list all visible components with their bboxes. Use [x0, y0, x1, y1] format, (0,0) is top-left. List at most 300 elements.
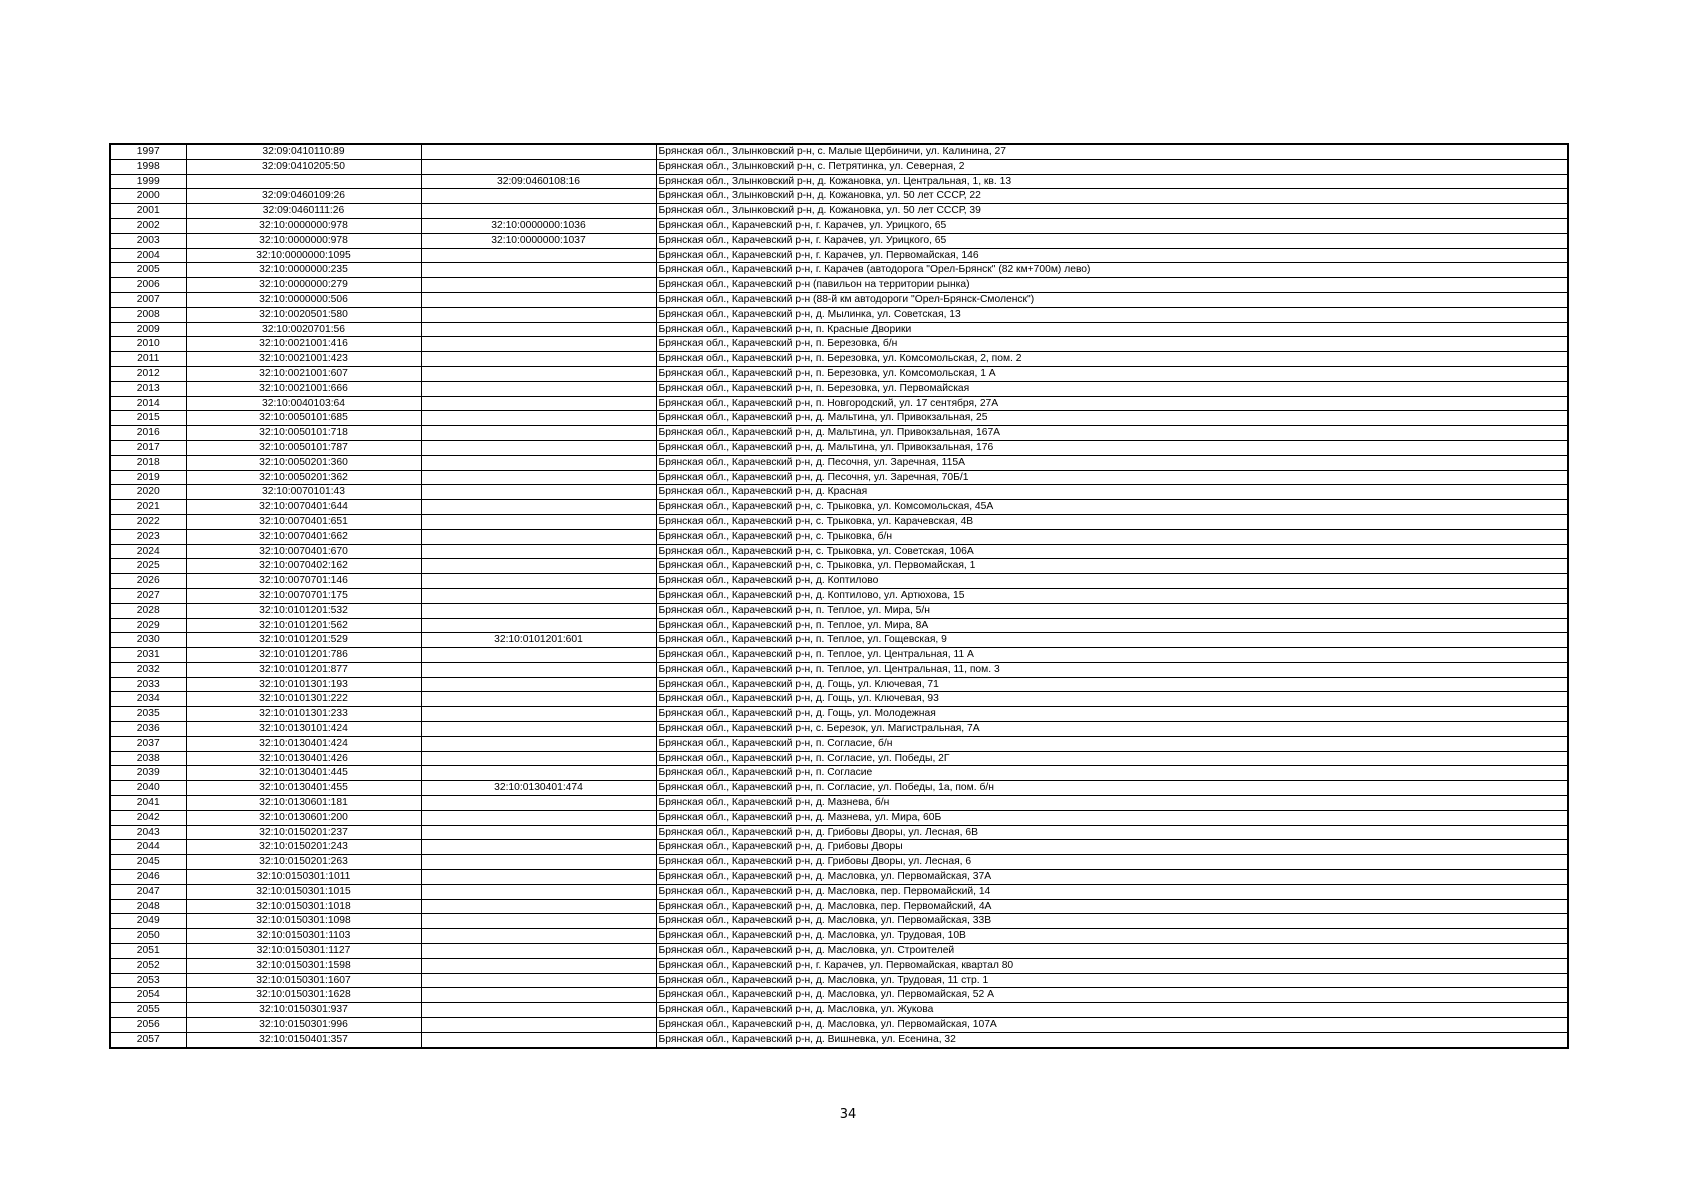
linked-cadastral-number-cell [421, 426, 656, 441]
table-row [110, 603, 1568, 618]
table-row [110, 751, 1568, 766]
linked-cadastral-number-cell [421, 722, 656, 737]
table-row [110, 973, 1568, 988]
row-number-cell: 2003 [110, 233, 186, 248]
row-number-cell: 2002 [110, 218, 186, 233]
cadastral-number-cell: 32:10:0150301:1098 [186, 914, 421, 929]
cadastral-number-cell: 32:09:0410205:50 [186, 159, 421, 174]
table-row [110, 633, 1568, 648]
table-row [110, 870, 1568, 885]
address-cell: Брянская обл., Карачевский р-н, д. Гощь, ул. Ключевая, 93 [656, 692, 1568, 707]
table-row [110, 855, 1568, 870]
linked-cadastral-number-cell [421, 766, 656, 781]
row-number-cell: 2046 [110, 870, 186, 885]
table-row [110, 988, 1568, 1003]
row-number-cell: 2057 [110, 1032, 186, 1047]
address-cell: Брянская обл., Карачевский р-н, д. Гощь, ул. Молодежная [656, 707, 1568, 722]
cadastral-number-cell: 32:10:0101201:562 [186, 618, 421, 633]
cadastral-number-cell: 32:09:0460109:26 [186, 189, 421, 204]
row-number-cell: 2001 [110, 204, 186, 219]
cadastral-number-cell: 32:10:0000000:978 [186, 233, 421, 248]
row-number-cell: 2000 [110, 189, 186, 204]
address-cell: Брянская обл., Карачевский р-н, п. Согласие, ул. Победы, 1а, пом. б/н [656, 781, 1568, 796]
row-number-cell: 2049 [110, 914, 186, 929]
row-number-cell: 2014 [110, 396, 186, 411]
linked-cadastral-number-cell [421, 411, 656, 426]
address-cell: Брянская обл., Карачевский р-н, с. Трыковка, ул. Советская, 106А [656, 544, 1568, 559]
linked-cadastral-number-cell [421, 840, 656, 855]
cadastral-number-cell [186, 174, 421, 189]
linked-cadastral-number-cell [421, 929, 656, 944]
address-cell: Брянская обл., Карачевский р-н, п. Согласие [656, 766, 1568, 781]
cadastral-number-cell: 32:10:0040103:64 [186, 396, 421, 411]
cadastral-number-cell: 32:10:0150201:237 [186, 825, 421, 840]
cadastral-number-cell: 32:10:0150301:1011 [186, 870, 421, 885]
address-cell: Брянская обл., Карачевский р-н, д. Масловка, ул. Жукова [656, 1003, 1568, 1018]
cadastral-number-cell: 32:10:0070402:162 [186, 559, 421, 574]
row-number-cell: 2038 [110, 751, 186, 766]
row-number-cell: 2055 [110, 1003, 186, 1018]
address-cell: Брянская обл., Карачевский р-н, г. Карачев, ул. Урицкого, 65 [656, 218, 1568, 233]
linked-cadastral-number-cell [421, 263, 656, 278]
table-row [110, 396, 1568, 411]
row-number-cell: 2045 [110, 855, 186, 870]
linked-cadastral-number-cell [421, 189, 656, 204]
row-number-cell: 2051 [110, 944, 186, 959]
cadastral-number-cell: 32:10:0130401:424 [186, 736, 421, 751]
address-cell: Брянская обл., Карачевский р-н, п. Новгородский, ул. 17 сентября, 27А [656, 396, 1568, 411]
linked-cadastral-number-cell [421, 278, 656, 293]
linked-cadastral-number-cell [421, 204, 656, 219]
linked-cadastral-number-cell [421, 751, 656, 766]
linked-cadastral-number-cell: 32:10:0101201:601 [421, 633, 656, 648]
address-cell: Брянская обл., Карачевский р-н, с. Трыковка, ул. Первомайская, 1 [656, 559, 1568, 574]
linked-cadastral-number-cell [421, 796, 656, 811]
row-number-cell: 2005 [110, 263, 186, 278]
row-number-cell: 2020 [110, 485, 186, 500]
linked-cadastral-number-cell [421, 322, 656, 337]
linked-cadastral-number-cell [421, 485, 656, 500]
linked-cadastral-number-cell [421, 366, 656, 381]
linked-cadastral-number-cell [421, 337, 656, 352]
address-cell: Брянская обл., Карачевский р-н, п. Теплое, ул. Мира, 8А [656, 618, 1568, 633]
address-cell: Брянская обл., Карачевский р-н, с. Березок, ул. Магистральная, 7А [656, 722, 1568, 737]
table-row [110, 500, 1568, 515]
linked-cadastral-number-cell [421, 648, 656, 663]
table-row [110, 884, 1568, 899]
cadastral-number-cell: 32:10:0021001:416 [186, 337, 421, 352]
row-number-cell: 2016 [110, 426, 186, 441]
cadastral-number-cell: 32:10:0020701:56 [186, 322, 421, 337]
linked-cadastral-number-cell [421, 588, 656, 603]
table-row [110, 204, 1568, 219]
linked-cadastral-number-cell: 32:10:0000000:1037 [421, 233, 656, 248]
linked-cadastral-number-cell [421, 692, 656, 707]
row-number-cell: 2040 [110, 781, 186, 796]
row-number-cell: 2036 [110, 722, 186, 737]
cadastral-number-cell: 32:10:0130601:200 [186, 810, 421, 825]
address-cell: Брянская обл., Злынковский р-н, с. Малые Щербиничи, ул. Калинина, 27 [656, 144, 1568, 159]
address-cell: Брянская обл., Карачевский р-н, д. Гощь, ул. Ключевая, 71 [656, 677, 1568, 692]
table-row [110, 825, 1568, 840]
address-cell: Брянская обл., Карачевский р-н, п. Теплое, ул. Центральная, 11 А [656, 648, 1568, 663]
table-row [110, 544, 1568, 559]
cadastral-number-cell: 32:10:0050101:685 [186, 411, 421, 426]
table-row [110, 159, 1568, 174]
cadastral-number-cell: 32:10:0130401:445 [186, 766, 421, 781]
row-number-cell: 2044 [110, 840, 186, 855]
row-number-cell: 2015 [110, 411, 186, 426]
linked-cadastral-number-cell [421, 307, 656, 322]
linked-cadastral-number-cell [421, 944, 656, 959]
table-row [110, 677, 1568, 692]
table-row [110, 144, 1568, 159]
linked-cadastral-number-cell [421, 707, 656, 722]
linked-cadastral-number-cell [421, 603, 656, 618]
table-row [110, 263, 1568, 278]
address-cell: Брянская обл., Карачевский р-н, д. Масловка, ул. Первомайская, 52 А [656, 988, 1568, 1003]
table-row [110, 189, 1568, 204]
row-number-cell: 2026 [110, 574, 186, 589]
cadastral-number-cell: 32:09:0410110:89 [186, 144, 421, 159]
linked-cadastral-number-cell [421, 574, 656, 589]
address-cell: Брянская обл., Карачевский р-н, д. Масловка, ул. Трудовая, 10В [656, 929, 1568, 944]
table-row [110, 292, 1568, 307]
table-row [110, 810, 1568, 825]
table-row [110, 781, 1568, 796]
table-row [110, 411, 1568, 426]
cadastral-number-cell: 32:10:0050201:362 [186, 470, 421, 485]
table-row [110, 648, 1568, 663]
cadastral-number-cell: 32:10:0101301:233 [186, 707, 421, 722]
linked-cadastral-number-cell [421, 381, 656, 396]
address-cell: Брянская обл., Карачевский р-н, п. Березовка, ул. Первомайская [656, 381, 1568, 396]
table-row [110, 426, 1568, 441]
address-cell: Брянская обл., Карачевский р-н, д. Масловка, пер. Первомайский, 14 [656, 884, 1568, 899]
row-number-cell: 1998 [110, 159, 186, 174]
cadastral-number-cell: 32:10:0000000:978 [186, 218, 421, 233]
address-cell: Брянская обл., Карачевский р-н, п. Теплое, ул. Гощевская, 9 [656, 633, 1568, 648]
linked-cadastral-number-cell [421, 559, 656, 574]
row-number-cell: 2028 [110, 603, 186, 618]
address-cell: Брянская обл., Карачевский р-н, с. Трыковка, ул. Комсомольская, 45А [656, 500, 1568, 515]
page-number: 34 [839, 1107, 857, 1122]
row-number-cell: 2010 [110, 337, 186, 352]
linked-cadastral-number-cell [421, 855, 656, 870]
cadastral-number-cell: 32:10:0130601:181 [186, 796, 421, 811]
row-number-cell: 2007 [110, 292, 186, 307]
linked-cadastral-number-cell [421, 736, 656, 751]
row-number-cell: 2043 [110, 825, 186, 840]
row-number-cell: 2027 [110, 588, 186, 603]
cadastral-number-cell: 32:10:0130401:426 [186, 751, 421, 766]
table-row [110, 352, 1568, 367]
table-row [110, 381, 1568, 396]
linked-cadastral-number-cell [421, 973, 656, 988]
table-row [110, 574, 1568, 589]
row-number-cell: 2006 [110, 278, 186, 293]
row-number-cell: 2041 [110, 796, 186, 811]
linked-cadastral-number-cell [421, 810, 656, 825]
linked-cadastral-number-cell [421, 248, 656, 263]
table-row [110, 485, 1568, 500]
cadastral-number-cell: 32:10:0070401:644 [186, 500, 421, 515]
linked-cadastral-number-cell [421, 825, 656, 840]
cadastral-number-cell: 32:10:0000000:1095 [186, 248, 421, 263]
address-cell: Брянская обл., Карачевский р-н, д. Песочня, ул. Заречная, 115А [656, 455, 1568, 470]
linked-cadastral-number-cell [421, 958, 656, 973]
linked-cadastral-number-cell [421, 440, 656, 455]
address-cell: Брянская обл., Карачевский р-н, д. Мальтина, ул. Привокзальная, 167А [656, 426, 1568, 441]
linked-cadastral-number-cell [421, 159, 656, 174]
address-cell: Брянская обл., Карачевский р-н, п. Теплое, ул. Центральная, 11, пом. 3 [656, 662, 1568, 677]
cadastral-number-cell: 32:10:0130401:455 [186, 781, 421, 796]
cadastral-number-cell: 32:10:0050201:360 [186, 455, 421, 470]
cadastral-number-cell: 32:10:0070401:662 [186, 529, 421, 544]
linked-cadastral-number-cell [421, 988, 656, 1003]
linked-cadastral-number-cell [421, 455, 656, 470]
address-cell: Брянская обл., Карачевский р-н, д. Масловка, ул. Первомайская, 37А [656, 870, 1568, 885]
row-number-cell: 2004 [110, 248, 186, 263]
linked-cadastral-number-cell: 32:10:0130401:474 [421, 781, 656, 796]
cadastral-number-cell: 32:10:0070101:43 [186, 485, 421, 500]
cadastral-number-cell: 32:10:0000000:235 [186, 263, 421, 278]
address-cell: Брянская обл., Карачевский р-н, п. Согласие, б/н [656, 736, 1568, 751]
cadastral-number-cell: 32:10:0150301:1103 [186, 929, 421, 944]
address-cell: Брянская обл., Карачевский р-н, г. Карачев, ул. Первомайская, квартал 80 [656, 958, 1568, 973]
row-number-cell: 2017 [110, 440, 186, 455]
row-number-cell: 2035 [110, 707, 186, 722]
cadastral-number-cell: 32:10:0101201:532 [186, 603, 421, 618]
linked-cadastral-number-cell [421, 529, 656, 544]
address-cell: Брянская обл., Карачевский р-н, д. Грибовы Дворы [656, 840, 1568, 855]
linked-cadastral-number-cell [421, 544, 656, 559]
cadastral-number-cell: 32:10:0150301:1607 [186, 973, 421, 988]
address-cell: Брянская обл., Карачевский р-н, п. Березовка, б/н [656, 337, 1568, 352]
address-cell: Брянская обл., Карачевский р-н, д. Масловка, ул. Строителей [656, 944, 1568, 959]
cadastral-number-cell: 32:10:0150301:1015 [186, 884, 421, 899]
registry-table-body [110, 144, 1568, 1048]
row-number-cell: 2037 [110, 736, 186, 751]
address-cell: Брянская обл., Карачевский р-н, д. Мальтина, ул. Привокзальная, 176 [656, 440, 1568, 455]
cadastral-number-cell: 32:10:0150301:1127 [186, 944, 421, 959]
table-row [110, 766, 1568, 781]
row-number-cell: 2030 [110, 633, 186, 648]
address-cell: Брянская обл., Карачевский р-н, г. Карачев, ул. Первомайская, 146 [656, 248, 1568, 263]
linked-cadastral-number-cell [421, 514, 656, 529]
cadastral-number-cell: 32:10:0150401:357 [186, 1032, 421, 1047]
table-row [110, 662, 1568, 677]
address-cell: Брянская обл., Карачевский р-н, д. Мылинка, ул. Советская, 13 [656, 307, 1568, 322]
row-number-cell: 2025 [110, 559, 186, 574]
cadastral-number-cell: 32:10:0021001:423 [186, 352, 421, 367]
table-row [110, 929, 1568, 944]
table-row [110, 559, 1568, 574]
table-row [110, 1032, 1568, 1047]
linked-cadastral-number-cell [421, 1003, 656, 1018]
cadastral-number-cell: 32:10:0150301:937 [186, 1003, 421, 1018]
address-cell: Брянская обл., Карачевский р-н, г. Карачев, ул. Урицкого, 65 [656, 233, 1568, 248]
cadastral-number-cell: 32:10:0150301:1598 [186, 958, 421, 973]
row-number-cell: 1997 [110, 144, 186, 159]
cadastral-number-cell: 32:10:0070401:651 [186, 514, 421, 529]
address-cell: Брянская обл., Карачевский р-н, д. Коптилово [656, 574, 1568, 589]
linked-cadastral-number-cell [421, 884, 656, 899]
table-row [110, 944, 1568, 959]
table-row [110, 588, 1568, 603]
address-cell: Брянская обл., Злынковский р-н, д. Кожановка, ул. 50 лет СССР, 39 [656, 204, 1568, 219]
address-cell: Брянская обл., Злынковский р-н, с. Петрятинка, ул. Северная, 2 [656, 159, 1568, 174]
cadastral-number-cell: 32:10:0150301:1628 [186, 988, 421, 1003]
row-number-cell: 2022 [110, 514, 186, 529]
cadastral-number-cell: 32:09:0460111:26 [186, 204, 421, 219]
table-row [110, 337, 1568, 352]
linked-cadastral-number-cell [421, 500, 656, 515]
row-number-cell: 2011 [110, 352, 186, 367]
address-cell: Брянская обл., Карачевский р-н, д. Песочня, ул. Заречная, 70Б/1 [656, 470, 1568, 485]
linked-cadastral-number-cell: 32:09:0460108:16 [421, 174, 656, 189]
linked-cadastral-number-cell [421, 352, 656, 367]
row-number-cell: 2018 [110, 455, 186, 470]
cadastral-number-cell: 32:10:0150301:1018 [186, 899, 421, 914]
table-row [110, 440, 1568, 455]
table-row [110, 233, 1568, 248]
table-row [110, 529, 1568, 544]
address-cell: Брянская обл., Карачевский р-н, г. Карачев (автодорога "Орел-Брянск" (82 км+700м) лево) [656, 263, 1568, 278]
table-row [110, 899, 1568, 914]
linked-cadastral-number-cell [421, 292, 656, 307]
linked-cadastral-number-cell [421, 662, 656, 677]
address-cell: Брянская обл., Карачевский р-н, д. Мазнева, ул. Мира, 60Б [656, 810, 1568, 825]
address-cell: Брянская обл., Карачевский р-н, д. Красная [656, 485, 1568, 500]
linked-cadastral-number-cell: 32:10:0000000:1036 [421, 218, 656, 233]
cadastral-number-cell: 32:10:0070701:146 [186, 574, 421, 589]
row-number-cell: 2047 [110, 884, 186, 899]
row-number-cell: 2008 [110, 307, 186, 322]
row-number-cell: 2042 [110, 810, 186, 825]
row-number-cell: 2048 [110, 899, 186, 914]
linked-cadastral-number-cell [421, 470, 656, 485]
table-row [110, 736, 1568, 751]
table-row [110, 1018, 1568, 1033]
table-row [110, 722, 1568, 737]
row-number-cell: 2031 [110, 648, 186, 663]
row-number-cell: 2032 [110, 662, 186, 677]
row-number-cell: 2021 [110, 500, 186, 515]
address-cell: Брянская обл., Карачевский р-н, д. Масловка, пер. Первомайский, 4А [656, 899, 1568, 914]
row-number-cell: 2023 [110, 529, 186, 544]
cadastral-number-cell: 32:10:0020501:580 [186, 307, 421, 322]
cadastral-number-cell: 32:10:0101201:786 [186, 648, 421, 663]
row-number-cell: 2019 [110, 470, 186, 485]
row-number-cell: 2052 [110, 958, 186, 973]
address-cell: Брянская обл., Карачевский р-н, д. Вишневка, ул. Есенина, 32 [656, 1032, 1568, 1047]
address-cell: Брянская обл., Карачевский р-н, д. Грибовы Дворы, ул. Лесная, 6В [656, 825, 1568, 840]
row-number-cell: 2054 [110, 988, 186, 1003]
address-cell: Брянская обл., Карачевский р-н, д. Коптилово, ул. Артюхова, 15 [656, 588, 1568, 603]
address-cell: Брянская обл., Карачевский р-н (88-й км автодороги "Орел-Брянск-Смоленск") [656, 292, 1568, 307]
cadastral-number-cell: 32:10:0150201:263 [186, 855, 421, 870]
registry-table [109, 143, 1569, 1049]
table-row [110, 692, 1568, 707]
cadastral-number-cell: 32:10:0021001:666 [186, 381, 421, 396]
address-cell: Брянская обл., Карачевский р-н, п. Согласие, ул. Победы, 2Г [656, 751, 1568, 766]
address-cell: Брянская обл., Карачевский р-н, п. Березовка, ул. Комсомольская, 2, пом. 2 [656, 352, 1568, 367]
address-cell: Брянская обл., Карачевский р-н, с. Трыковка, б/н [656, 529, 1568, 544]
cadastral-number-cell: 32:10:0070701:175 [186, 588, 421, 603]
address-cell: Брянская обл., Карачевский р-н, д. Масловка, ул. Трудовая, 11 стр. 1 [656, 973, 1568, 988]
table-row [110, 322, 1568, 337]
linked-cadastral-number-cell [421, 1018, 656, 1033]
linked-cadastral-number-cell [421, 144, 656, 159]
address-cell: Брянская обл., Злынковский р-н, д. Кожановка, ул. 50 лет СССР, 22 [656, 189, 1568, 204]
cadastral-number-cell: 32:10:0101301:193 [186, 677, 421, 692]
address-cell: Брянская обл., Карачевский р-н, п. Березовка, ул. Комсомольская, 1 А [656, 366, 1568, 381]
address-cell: Брянская обл., Злынковский р-н, д. Кожановка, ул. Центральная, 1, кв. 13 [656, 174, 1568, 189]
cadastral-number-cell: 32:10:0150201:243 [186, 840, 421, 855]
address-cell: Брянская обл., Карачевский р-н, д. Мазнева, б/н [656, 796, 1568, 811]
row-number-cell: 2009 [110, 322, 186, 337]
cadastral-number-cell: 32:10:0101201:877 [186, 662, 421, 677]
table-row [110, 514, 1568, 529]
cadastral-number-cell: 32:10:0150301:996 [186, 1018, 421, 1033]
cadastral-number-cell: 32:10:0050101:787 [186, 440, 421, 455]
address-cell: Брянская обл., Карачевский р-н, п. Теплое, ул. Мира, 5/н [656, 603, 1568, 618]
address-cell: Брянская обл., Карачевский р-н, д. Масловка, ул. Первомайская, 107А [656, 1018, 1568, 1033]
cadastral-number-cell: 32:10:0021001:607 [186, 366, 421, 381]
row-number-cell: 2039 [110, 766, 186, 781]
cadastral-number-cell: 32:10:0130101:424 [186, 722, 421, 737]
table-row [110, 618, 1568, 633]
table-row [110, 218, 1568, 233]
table-row [110, 1003, 1568, 1018]
table-row [110, 840, 1568, 855]
linked-cadastral-number-cell [421, 396, 656, 411]
table-row [110, 796, 1568, 811]
cadastral-number-cell: 32:10:0070401:670 [186, 544, 421, 559]
cadastral-number-cell: 32:10:0101201:529 [186, 633, 421, 648]
linked-cadastral-number-cell [421, 899, 656, 914]
table-row [110, 366, 1568, 381]
address-cell: Брянская обл., Карачевский р-н, с. Трыковка, ул. Карачевская, 4В [656, 514, 1568, 529]
linked-cadastral-number-cell [421, 677, 656, 692]
table-row [110, 470, 1568, 485]
address-cell: Брянская обл., Карачевский р-н (павильон на территории рынка) [656, 278, 1568, 293]
row-number-cell: 2056 [110, 1018, 186, 1033]
linked-cadastral-number-cell [421, 1032, 656, 1047]
row-number-cell: 2012 [110, 366, 186, 381]
linked-cadastral-number-cell [421, 914, 656, 929]
row-number-cell: 2053 [110, 973, 186, 988]
table-row [110, 307, 1568, 322]
table-row [110, 278, 1568, 293]
table-row [110, 707, 1568, 722]
cadastral-number-cell: 32:10:0000000:506 [186, 292, 421, 307]
address-cell: Брянская обл., Карачевский р-н, д. Масловка, ул. Первомайская, 33В [656, 914, 1568, 929]
address-cell: Брянская обл., Карачевский р-н, п. Красные Дворики [656, 322, 1568, 337]
address-cell: Брянская обл., Карачевский р-н, д. Мальтина, ул. Привокзальная, 25 [656, 411, 1568, 426]
table-row [110, 914, 1568, 929]
table-row [110, 958, 1568, 973]
linked-cadastral-number-cell [421, 870, 656, 885]
address-cell: Брянская обл., Карачевский р-н, д. Грибовы Дворы, ул. Лесная, 6 [656, 855, 1568, 870]
cadastral-number-cell: 32:10:0101301:222 [186, 692, 421, 707]
row-number-cell: 2050 [110, 929, 186, 944]
table-row [110, 248, 1568, 263]
cadastral-number-cell: 32:10:0050101:718 [186, 426, 421, 441]
table-row [110, 174, 1568, 189]
row-number-cell: 1999 [110, 174, 186, 189]
